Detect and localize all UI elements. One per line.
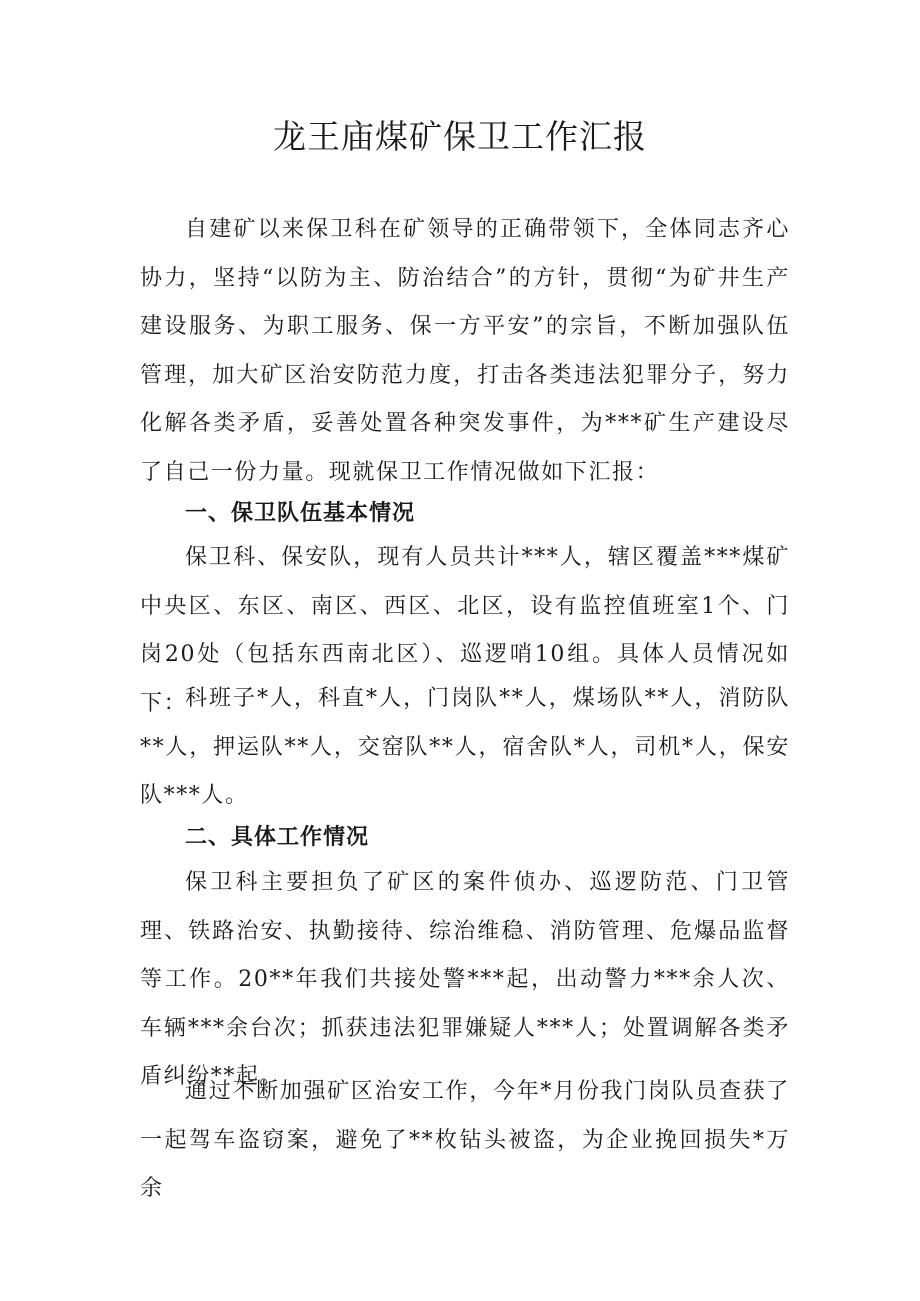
team-overview-paragraph: 保卫科、保安队，现有人员共计***人，辖区覆盖***煤矿中央区、东区、南区、西区、北区，设有监控值班室1个、门岗20处（包括东西南北区）、巡逻哨10组。具体人员情况如下： [140, 545, 790, 716]
case-example-paragraph: 通过不断加强矿区治安工作，今年*月份我门岗队员查获了一起驾车盗窃案，避免了**枚钻头被盗，为企业挽回损失*万余 [140, 1079, 790, 1202]
work-scope-paragraph: 保卫科主要担负了矿区的案件侦办、巡逻防范、门卫管理、铁路治安、执勤接待、综治维稳、消防管理、危爆品监督等工作。20**年我们共接处警***起，出动警力***余人次、车辆***余台次；抓获违法犯罪嫌疑人***人；处置调解各类矛盾纠纷**起。 [140, 870, 790, 1090]
section-heading-work: 二、具体工作情况 [185, 825, 370, 850]
document-title: 龙王庙煤矿保卫工作汇报 [273, 117, 647, 156]
staff-breakdown-paragraph: 科班子*人，科直*人，门岗队**人，煤场队**人，消防队**人，押运队**人，交窑队**人，宿舍队*人，司机*人，保安队***人。 [140, 686, 790, 809]
intro-paragraph: 自建矿以来保卫科在矿领导的正确带领下，全体同志齐心协力，坚持“以防为主、防治结合”的方针，贯彻“为矿井生产建设服务、为职工服务、保一方平安”的宗旨，不断加强队伍管理，加大矿区治安防范力度，打击各类违法犯罪分子，努力化解各类矛盾，妥善处置各种突发事件，为***矿生产建设尽了自己一份力量。现就保卫工作情况做如下汇报： [140, 217, 790, 485]
section-heading-team: 一、保卫队伍基本情况 [185, 501, 416, 526]
